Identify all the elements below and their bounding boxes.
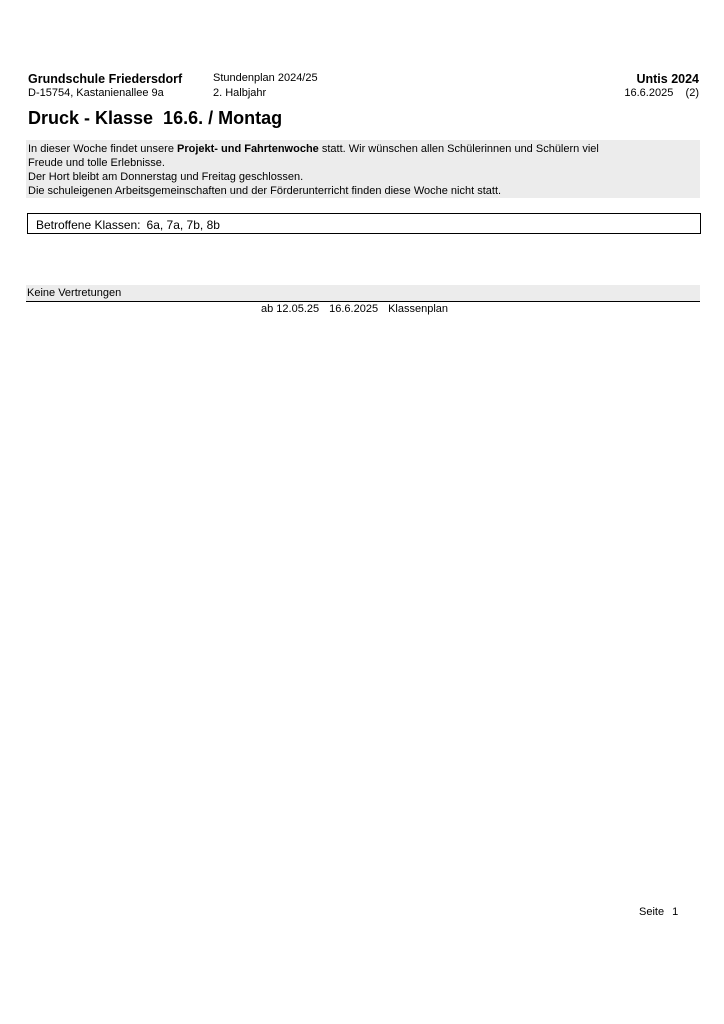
notice-line-2: Freude und tolle Erlebnisse. (28, 157, 165, 169)
print-date-value: 16.6.2025 (624, 87, 674, 99)
school-address: D-15754, Kastanienallee 9a (28, 87, 164, 99)
notice-highlight: Projekt- und Fahrtenwoche (177, 143, 319, 155)
page-value: 1 (672, 906, 679, 918)
school-name: Grundschule Friedersdorf (28, 72, 183, 86)
page-number (639, 906, 686, 918)
notice-line-1 (28, 142, 698, 156)
plan-term: 2. Halbjahr (213, 87, 267, 99)
affected-classes-box (27, 213, 701, 234)
no-substitutions-bar (26, 285, 700, 302)
valid-from: ab 12.05.25 (261, 303, 320, 315)
notice-line-3: Der Hort bleibt am Donnerstag und Freitag geschlossen. (28, 171, 304, 183)
print-copy: (2) (685, 87, 699, 99)
page-label: Seite (639, 906, 665, 918)
notice-text: statt. Wir wünschen allen Schülerinnen und Schülern viel (318, 143, 599, 155)
notice-line-4: Die schuleigenen Arbeitsgemeinschaften und der Förderunterricht finden diese Woche nicht statt. (28, 185, 502, 197)
no-substitutions-text: Keine Vertretungen (27, 287, 122, 299)
footer-date: 16.6.2025 (329, 303, 379, 315)
affected-label: Betroffene Klassen: (36, 218, 141, 232)
notice-box (26, 140, 700, 198)
plan-type: Klassenplan (388, 303, 448, 315)
plan-footer (261, 303, 458, 315)
plan-title: Stundenplan 2024/25 (213, 72, 318, 84)
print-date (624, 87, 699, 99)
affected-classes: 6a, 7a, 7b, 8b (146, 218, 220, 232)
brand-label: Untis 2024 (636, 72, 699, 86)
page-title: Druck - Klasse 16.6. / Montag (28, 108, 283, 128)
notice-text: In dieser Woche findet unsere (28, 143, 177, 155)
